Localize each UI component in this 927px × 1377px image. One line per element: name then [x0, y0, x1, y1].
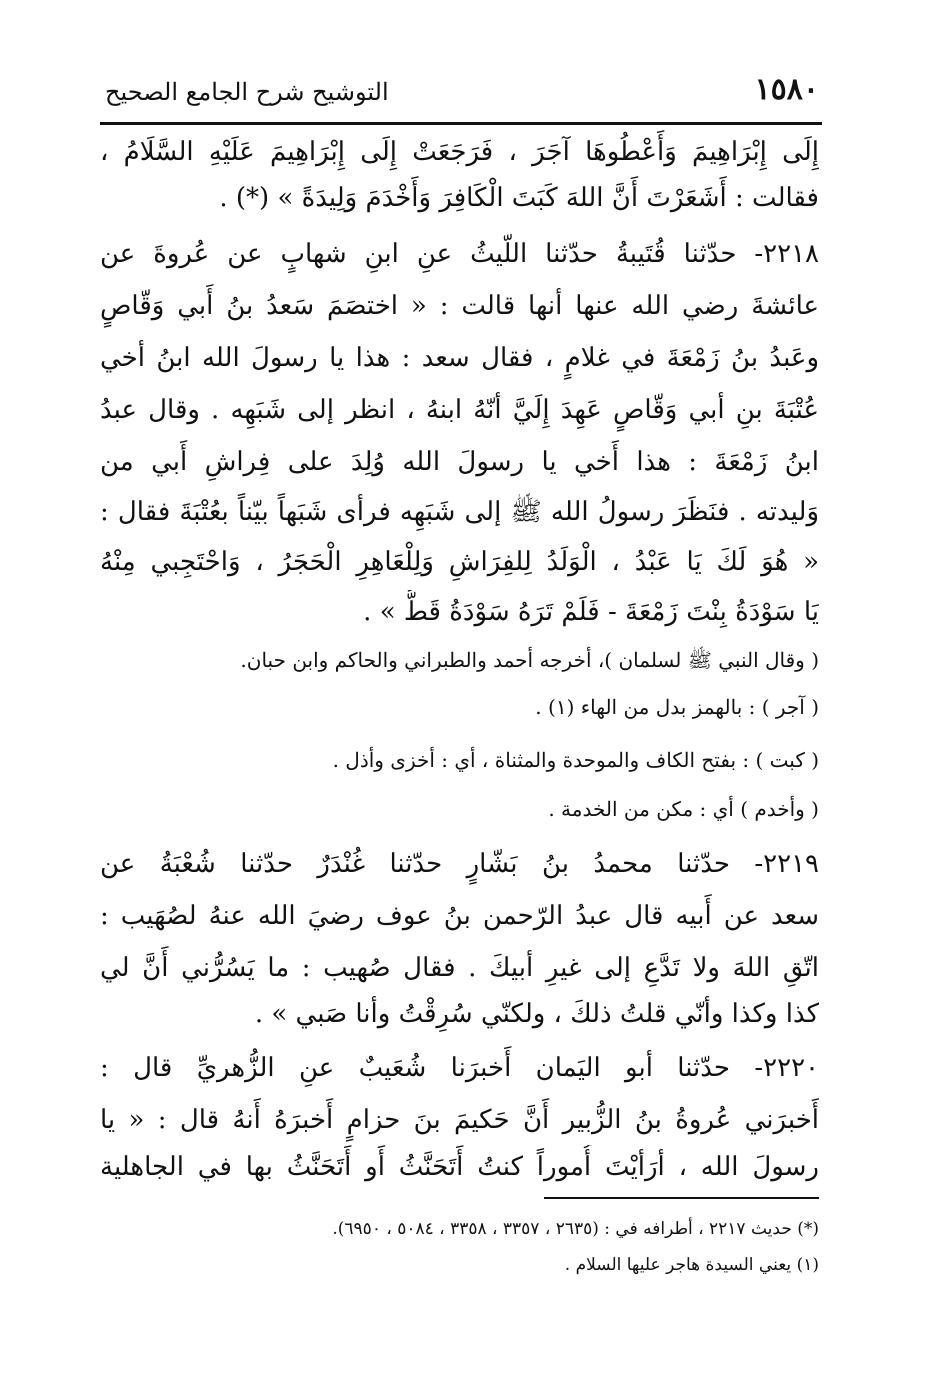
commentary-line: ( وقال النبي ﷺ لسلمان )، أخرجه أحمد والطبراني والحاكم وابن حبان.	[240, 648, 819, 672]
text-line: عُتْبَةَ بنِ أبي وَقّاصٍ عَهِدَ إِلَيَّ أنّهُ ابنهُ ، انظر إلى شَبَهِه . وقال عبدُ	[100, 395, 819, 425]
text-line: يَا سَوْدَةُ بِنْتَ زَمْعَةَ - فَلَمْ تَرَهُ سَوْدَةُ قَطُّ » .	[363, 597, 819, 627]
text-line: « هُوَ لَكَ يَا عَبْدُ ، الْوَلَدُ لِلفِرَاشِ وَلِلْعَاهِرِ الْحَجَرُ ، وَاحْتَجِبي مِنْهُ	[100, 547, 819, 577]
hadith-2218-start: ٢٢١٨- حدّثنا قُتَيبةُ حدّثنا اللّيثُ عنِ ابنِ شهابٍ عن عُروةَ عن	[100, 239, 819, 269]
text-line: وعَبدُ بنُ زَمْعَةَ في غلامٍ ، فقال سعد : هذا يا رسولَ الله ابنُ أخي	[100, 343, 819, 373]
text-line: كذا وكذا وأنّي قلتُ ذلكَ ، ولكنّي سُرِقْتُ وأنا صَبي » .	[254, 999, 819, 1029]
text-line: عائشةَ رضي الله عنها أنها قالت : « اختصَمَ سَعدُ بنُ أَبي وَقّاصٍ	[100, 291, 819, 321]
page-header	[105, 70, 819, 120]
hadith-2219-start: ٢٢١٩- حدّثنا محمدُ بنُ بَشّارٍ حدّثنا غُنْدَرٌ حدّثنا شُعْبَةُ عن	[100, 849, 819, 879]
footnote: (*) حديث ٢٢١٧ ، أطرافه في : (٢٦٣٥ ، ٣٣٥٧ ، ٣٣٥٨ ، ٥٠٨٤ ، ٦٩٥٠).	[332, 1219, 819, 1239]
text-line: فقالت : أَشَعَرْتَ أَنَّ اللهَ كَبَتَ الْكَافِرَ وَأَخْدَمَ وَلِيدَةً » (*) .	[219, 183, 819, 213]
commentary-line: ( كبت ) : بفتح الكاف والموحدة والمثناة ، أي : أخزى وأذل .	[332, 748, 819, 772]
running-title: التوشيح شرح الجامع الصحيح	[105, 78, 389, 106]
commentary-line: ( آجر ) : بالهمز بدل من الهاء (١) .	[535, 695, 819, 719]
hadith-2220-start: ٢٢٢٠- حدّثنا أبو اليَمان أَخبرَنا شُعَيبٌ عنِ الزُّهريِّ قال :	[100, 1053, 819, 1083]
commentary-line: ( وأخدم ) أي : مكن من الخدمة .	[548, 797, 819, 821]
footnote: (١) يعني السيدة هاجر عليها السلام .	[564, 1255, 819, 1275]
page-number: ١٥٨٠	[754, 72, 819, 107]
text-line: ابنُ زَمْعَةَ : هذا أَخي يا رسولَ الله وُلِدَ على فِراشِ أَبي من	[100, 447, 819, 477]
text-line: وَليدته . فنَظَرَ رسولُ الله ﷺ إلى شَبَهِه فرأى شَبَهاً بيّناً بعُتْبَةَ فقال :	[100, 497, 819, 527]
text-line: اتّقِ اللهَ ولا تَدَّعِ إلى غيرِ أبيكَ . فقال صُهيب : ما يَسُرُّني أَنَّ لي	[100, 953, 819, 983]
header-rule	[100, 122, 822, 125]
text-line: إِلَى إِبْرَاهِيمَ وَأَعْطُوهَا آجَرَ ، فَرَجَعَتْ إِلَى إِبْرَاهِيمَ عَلَيْهِ السَّلَامُ ،	[100, 137, 819, 167]
text-line: رسولَ الله ، أرَأيْتَ أُموراً كنتُ أَتَحَنَّثُ أَو أَتَحَنَّثُ بها في الجاهلية	[100, 1152, 819, 1182]
text-line: أَخبرَني عُروةُ بنُ الزُّبير أَنَّ حَكيمَ بنَ حزامٍ أَخبرَهُ أَنهُ قال : « يا	[100, 1105, 819, 1135]
footnote-rule	[544, 1197, 819, 1199]
text-line: سعد عن أَبيه قال عبدُ الرّحمن بنُ عوف رضيَ الله عنهُ لصُهَيب :	[100, 901, 819, 931]
